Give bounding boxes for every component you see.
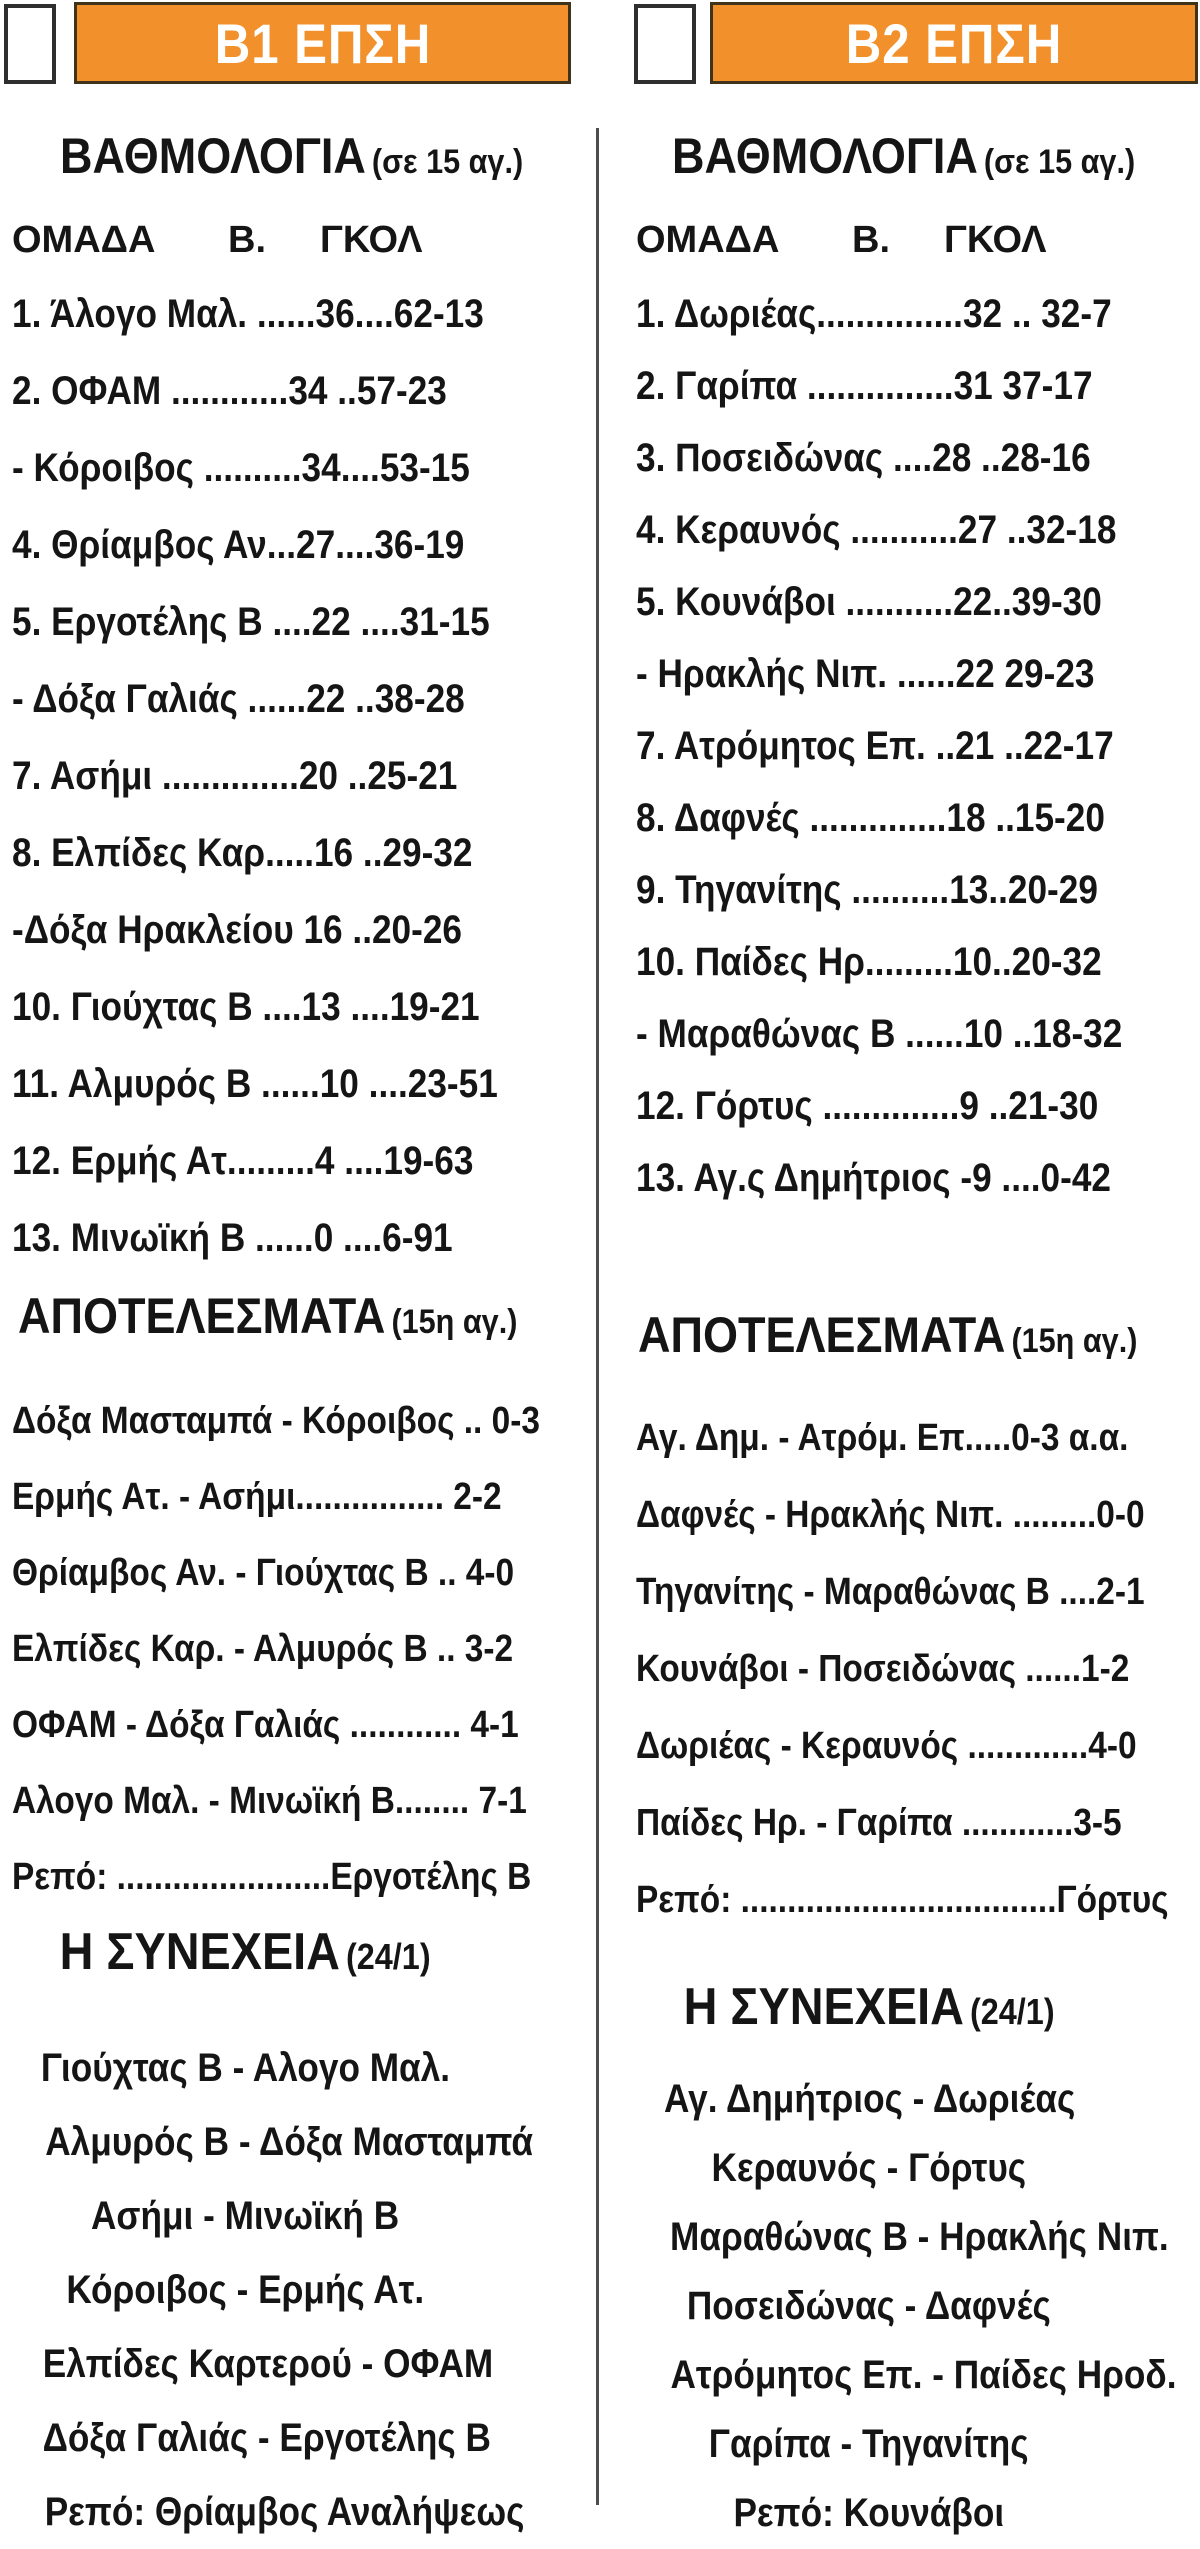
- standings-row: 11. Αλμυρός Β ......10 ....23-51: [12, 1062, 498, 1106]
- standings-row: 1. Άλογο Μαλ. ......36....62-13: [12, 292, 484, 336]
- league-b1-column: [0, 0, 600, 2534]
- standings-row: 8. Ελπίδες Καρ.....16 ..29-32: [12, 831, 473, 875]
- b1-print-checkbox: [4, 4, 56, 84]
- column-header-points: Β.: [852, 219, 890, 261]
- b2-results-heading: [636, 1306, 1138, 1374]
- fixture-row: Δόξα Γαλιάς - Εργοτέλης Β: [42, 2416, 491, 2460]
- b1-results-heading: [12, 1287, 518, 1355]
- results-note: (15η αγ.): [1011, 1322, 1138, 1360]
- result-row: Τηγανίτης - Μαραθώνας Β ....2-1: [636, 1571, 1145, 1613]
- standings-row: - Μαραθώνας Β ......10 ..18-32: [636, 1012, 1123, 1056]
- fixture-row: Ρεπό: Κουνάβοι: [733, 2491, 1005, 2535]
- standings-note: (σε 15 αγ.): [371, 143, 524, 181]
- result-row: Θρίαμβος Αν. - Γιούχτας Β .. 4-0: [12, 1552, 515, 1594]
- b1-fixtures-heading: [12, 1921, 478, 1993]
- b1-title: Β1 ΕΠΣΗ: [214, 11, 431, 75]
- standings-row: 1. Δωριέας...............32 .. 32-7: [636, 292, 1112, 336]
- standings-title: ΒΑΘΜΟΛΟΓΙΑ: [60, 128, 366, 184]
- b2-standings-heading: [636, 128, 1136, 194]
- fixture-row: Αλμυρός Β - Δόξα Μασταμπά: [45, 2120, 534, 2164]
- fixture-row: Κόροιβος - Ερμής Ατ.: [66, 2268, 424, 2312]
- column-header-team: ΟΜΑΔΑ: [636, 219, 780, 261]
- standings-row: 10. Παίδες Ηρ.........10..20-32: [636, 940, 1102, 984]
- result-row: Ελπίδες Καρ. - Αλμυρός Β .. 3-2: [12, 1628, 514, 1670]
- standings-row: 2. ΟΦΑΜ ............34 ..57-23: [12, 369, 447, 413]
- fixture-row: Ατρόμητος Επ. - Παίδες Ηροδ.: [670, 2353, 1177, 2397]
- fixture-row: Αγ. Δημήτριος - Δωριέας: [664, 2077, 1076, 2121]
- standings-row: 5. Κουνάβοι ...........22..39-30: [636, 580, 1102, 624]
- b2-content: [636, 86, 1177, 2548]
- standings-row: 10. Γιούχτας Β ....13 ....19-21: [12, 985, 480, 1029]
- standings-row: 4. Θρίαμβος Αν...27....36-19: [12, 523, 465, 567]
- result-row: Αλογο Μαλ. - Μινωϊκή Β........ 7-1: [12, 1780, 527, 1822]
- standings-row: 9. Τηγανίτης ..........13..20-29: [636, 868, 1098, 912]
- b1-table-header: [12, 216, 478, 264]
- b2-title: Β2 ΕΠΣΗ: [845, 11, 1063, 75]
- fixture-row: Γιούχτας Β - Αλογο Μαλ.: [40, 2046, 450, 2090]
- column-header-team: ΟΜΑΔΑ: [12, 219, 156, 261]
- standings-row: -Δόξα Ηρακλείου 16 ..20-26: [12, 908, 463, 952]
- fixture-row: Κεραυνός - Γόρτυς: [711, 2146, 1027, 2190]
- fixture-row: Ελπίδες Καρτερού - ΟΦΑΜ: [42, 2342, 494, 2386]
- result-row: Δαφνές - Ηρακλής Νιπ. .........0-0: [636, 1494, 1145, 1536]
- b1-content: [12, 86, 540, 2549]
- result-row: Δόξα Μασταμπά - Κόροιβος .. 0-3: [12, 1400, 540, 1442]
- b2-fixtures-list: [636, 2065, 1177, 2548]
- standings-row: 8. Δαφνές ..............18 ..15-20: [636, 796, 1105, 840]
- fixture-row: Μαραθώνας Β - Ηρακλής Νιπ.: [670, 2215, 1169, 2259]
- standings-row: 13. Αγ.ς Δημήτριος -9 ....0-42: [636, 1156, 1111, 1200]
- column-header-goals: ΓΚΟΛ: [944, 219, 1047, 261]
- standings-row: - Δόξα Γαλιάς ......22 ..38-28: [12, 677, 465, 721]
- standings-row: 12. Γόρτυς ..............9 ..21-30: [636, 1084, 1099, 1128]
- b2-standings-list: [636, 278, 1123, 1214]
- standings-row: 13. Μινωϊκή Β ......0 ....6-91: [12, 1216, 453, 1260]
- fixture-row: Ασήμι - Μινωϊκή Β: [90, 2194, 400, 2238]
- fixture-row: Ποσειδώνας - Δαφνές: [687, 2284, 1051, 2328]
- fixtures-note: (24/1): [345, 1936, 431, 1977]
- standings-row: 2. Γαρίπα ...............31 37-17: [636, 364, 1093, 408]
- fixtures-title: Η ΣΥΝΕΧΕΙΑ: [59, 1923, 340, 1981]
- result-row: Ερμής Ατ. - Ασήμι................ 2-2: [12, 1476, 502, 1518]
- b1-results-list: [12, 1383, 540, 1915]
- standings-row: 4. Κεραυνός ...........27 ..32-18: [636, 508, 1117, 552]
- result-row: Δωριέας - Κεραυνός .............4-0: [636, 1725, 1137, 1767]
- result-row: Ρεπό: .......................Εργοτέλης Β: [12, 1856, 532, 1898]
- result-row: ΟΦΑΜ - Δόξα Γαλιάς ............ 4-1: [12, 1704, 519, 1746]
- b2-fixtures-heading: [636, 1975, 1102, 2049]
- result-row: Κουνάβοι - Ποσειδώνας ......1-2: [636, 1648, 1130, 1690]
- league-b2-column: [600, 0, 1200, 2535]
- standings-note: (σε 15 αγ.): [983, 143, 1136, 181]
- standings-row: 7. Ατρόμητος Επ. ..21 ..22-17: [636, 724, 1114, 768]
- b1-standings-heading: [12, 128, 524, 194]
- results-title: ΑΠΟΤΕΛΕΣΜΑΤΑ: [18, 1288, 386, 1344]
- b2-table-header: [636, 216, 1102, 264]
- column-header-points: Β.: [228, 219, 266, 261]
- standings-row: 3. Ποσειδώνας ....28 ..28-16: [636, 436, 1091, 480]
- result-row: Ρεπό: ..................................Γόρτυς: [636, 1879, 1169, 1921]
- b1-header-bar: [74, 2, 571, 84]
- standings-row: 5. Εργοτέλης Β ....22 ....31-15: [12, 600, 490, 644]
- column-header-goals: ΓΚΟΛ: [320, 219, 423, 261]
- standings-row: - Κόροιβος ..........34....53-15: [12, 446, 470, 490]
- standings-title: ΒΑΘΜΟΛΟΓΙΑ: [672, 128, 978, 184]
- standings-row: 12. Ερμής Ατ.........4 ....19-63: [12, 1139, 474, 1183]
- b1-standings-list: [12, 276, 498, 1277]
- fixtures-title: Η ΣΥΝΕΧΕΙΑ: [683, 1978, 964, 2036]
- fixtures-note: (24/1): [969, 1991, 1055, 2032]
- results-title: ΑΠΟΤΕΛΕΣΜΑΤΑ: [638, 1307, 1006, 1363]
- fixture-row: Ρεπό: Θρίαμβος Αναλήψεως: [44, 2490, 525, 2534]
- fixture-row: Γαρίπα - Τηγανίτης: [709, 2422, 1029, 2466]
- b2-header-bar: [710, 2, 1198, 84]
- b2-print-checkbox: [634, 4, 696, 84]
- result-row: Αγ. Δημ. - Ατρόμ. Επ.....0-3 α.α.: [636, 1417, 1129, 1459]
- standings-row: 7. Ασήμι ..............20 ..25-21: [12, 754, 458, 798]
- result-row: Παίδες Ηρ. - Γαρίπα ............3-5: [636, 1802, 1122, 1844]
- standings-row: - Ηρακλής Νιπ. ......22 29-23: [636, 652, 1095, 696]
- b1-fixtures-list: [12, 2031, 534, 2549]
- results-note: (15η αγ.): [391, 1303, 518, 1341]
- b2-results-list: [636, 1400, 1169, 1939]
